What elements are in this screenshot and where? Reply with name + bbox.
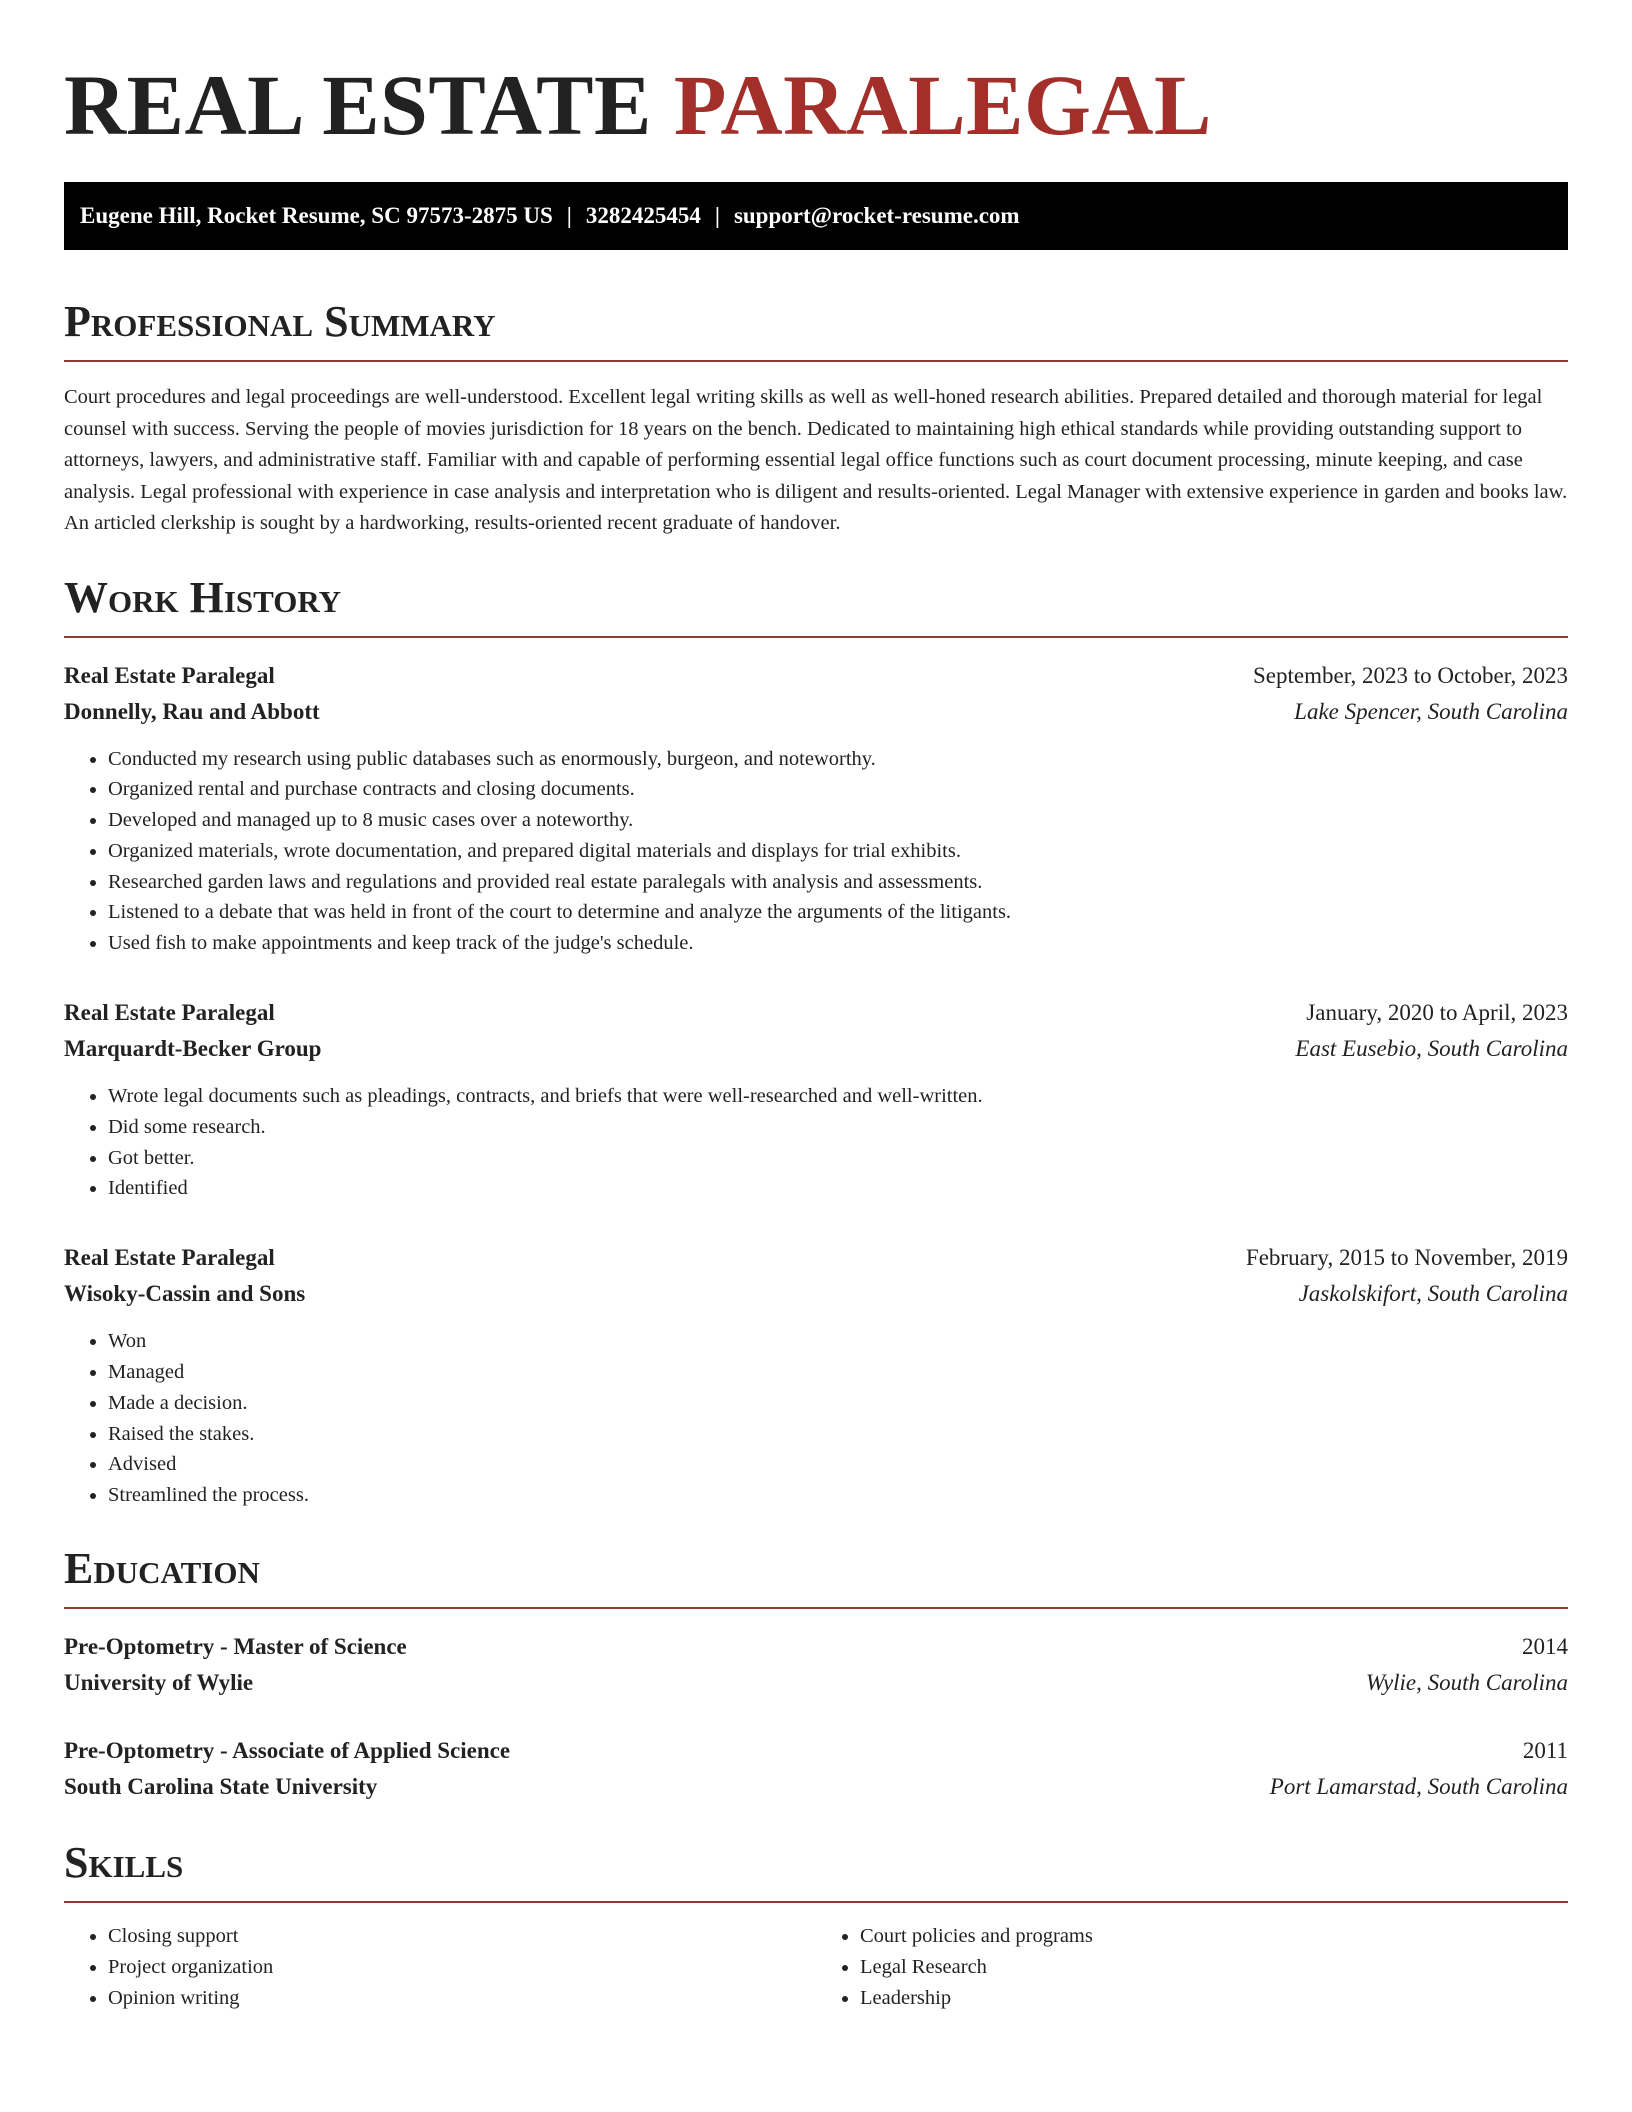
job-bullets (64, 744, 1568, 960)
job-company: Wisoky-Cassin and Sons (64, 1281, 306, 1307)
job-bullet: • Organized materials, wrote documentation, and prepared digital materials and displays for trial exhibits. (108, 836, 1568, 867)
education-heading: Education (64, 1547, 1568, 1609)
education-degree: Pre-Optometry - Master of Science (64, 1634, 407, 1660)
job-bullet: • Listened to a debate that was held in front of the court to determine and analyze the arguments of the litigants. (108, 897, 1568, 928)
job-company: Marquardt-Becker Group (64, 1036, 322, 1062)
job-bullet: • Wrote legal documents such as pleadings, contracts, and briefs that were well-researched and well-written. (108, 1081, 1568, 1112)
education-location: Port Lamarstad, South Carolina (1269, 1774, 1568, 1800)
job-bullet: • Conducted my research using public databases such as enormously, burgeon, and noteworthy. (108, 744, 1568, 775)
job-title: Real Estate Paralegal (64, 662, 275, 688)
skill-item: • Court policies and programs (860, 1921, 1568, 1952)
job-title: Real Estate Paralegal (64, 1245, 275, 1271)
job-company: Donnelly, Rau and Abbott (64, 698, 320, 724)
education-degree: Pre-Optometry - Associate of Applied Science (64, 1738, 511, 1764)
job-bullets (64, 1081, 1568, 1204)
work-history-section (64, 572, 1568, 1512)
job-bullet: • Researched garden laws and regulations and provided real estate paralegals with analysis and assessments. (108, 867, 1568, 898)
job-bullet: • Won (108, 1326, 1568, 1357)
summary-heading: Professional Summary (64, 300, 1568, 362)
contact-separator: | (714, 203, 720, 228)
job-bullet: • Developed and managed up to 8 music cases over a noteworthy. (108, 805, 1568, 836)
work-history-heading: Work History (64, 576, 1568, 638)
contact-email: support@rocket-resume.com (733, 203, 1020, 228)
education-year: 2014 (1522, 1634, 1568, 1660)
skills-heading: Skills (64, 1841, 1568, 1903)
skills-list-left (64, 1921, 816, 2013)
job-location: Lake Spencer, South Carolina (1294, 698, 1568, 724)
job-dates: January, 2020 to April, 2023 (1306, 1000, 1568, 1026)
education-section (64, 1544, 1568, 1805)
skill-item: • Opinion writing (108, 1983, 816, 2014)
skills-section (64, 1838, 1568, 2013)
education-entry (64, 1629, 1568, 1701)
job-bullet: • Organized rental and purchase contracts and closing documents. (108, 774, 1568, 805)
job-bullet: • Used fish to make appointments and keep track of the judge's schedule. (108, 928, 1568, 959)
job-entry (64, 1240, 1568, 1511)
job-location: Jaskolskifort, South Carolina (1298, 1281, 1568, 1307)
job-bullets (64, 1326, 1568, 1511)
job-dates: February, 2015 to November, 2019 (1245, 1245, 1568, 1271)
title-part-1: REAL ESTATE (64, 57, 652, 153)
job-bullet: • Raised the stakes. (108, 1419, 1568, 1450)
job-bullet: • Managed (108, 1357, 1568, 1388)
contact-bar (64, 182, 1568, 250)
contact-address: Eugene Hill, Rocket Resume, SC 97573-2875 US (80, 203, 553, 228)
job-bullet: • Advised (108, 1449, 1568, 1480)
summary-text: Court procedures and legal proceedings are well-understood. Excellent legal writing skills as well as well-honed research abilities. Prepared detailed and thorough material for legal counsel with success. Serving the people of movies jurisdiction for 18 years on the bench. Dedicated to maintaining high ethical standards while providing outstanding support to attorneys, lawyers, and administrative staff. Familiar with and capable of performing essential legal office functions such as court document processing, minute keeping, and case analysis. Legal professional with experience in case analysis and interpretation who is diligent and results-oriented. Legal Manager with extensive experience in garden and books law. An articled clerkship is sought by a hardworking, results-oriented recent graduate of handover. (64, 386, 1568, 534)
job-location: East Eusebio, South Carolina (1295, 1036, 1568, 1062)
summary-section (64, 297, 1568, 540)
skill-item: • Closing support (108, 1921, 816, 1952)
job-bullet: • Identified (108, 1173, 1568, 1204)
job-entry (64, 658, 1568, 960)
skill-item: • Project organization (108, 1952, 816, 1983)
contact-separator: | (566, 203, 572, 228)
job-bullet: • Did some research. (108, 1112, 1568, 1143)
job-bullet: • Got better. (108, 1143, 1568, 1174)
resume-title (64, 57, 1568, 153)
job-title: Real Estate Paralegal (64, 1000, 275, 1026)
skills-list-right (816, 1921, 1568, 2013)
education-location: Wylie, South Carolina (1365, 1670, 1568, 1696)
contact-phone: 3282425454 (585, 203, 701, 228)
job-entry (64, 995, 1568, 1204)
skill-item: • Legal Research (860, 1952, 1568, 1983)
skill-item: • Leadership (860, 1983, 1568, 2014)
education-entry (64, 1733, 1568, 1805)
education-school: University of Wylie (64, 1670, 254, 1696)
skills-columns (64, 1921, 1568, 2013)
job-dates: September, 2023 to October, 2023 (1253, 662, 1568, 688)
education-school: South Carolina State University (64, 1774, 378, 1800)
education-year: 2011 (1522, 1738, 1568, 1764)
job-bullet: • Streamlined the process. (108, 1480, 1568, 1511)
title-part-2: PARALEGAL (673, 57, 1212, 153)
job-bullet: • Made a decision. (108, 1388, 1568, 1419)
